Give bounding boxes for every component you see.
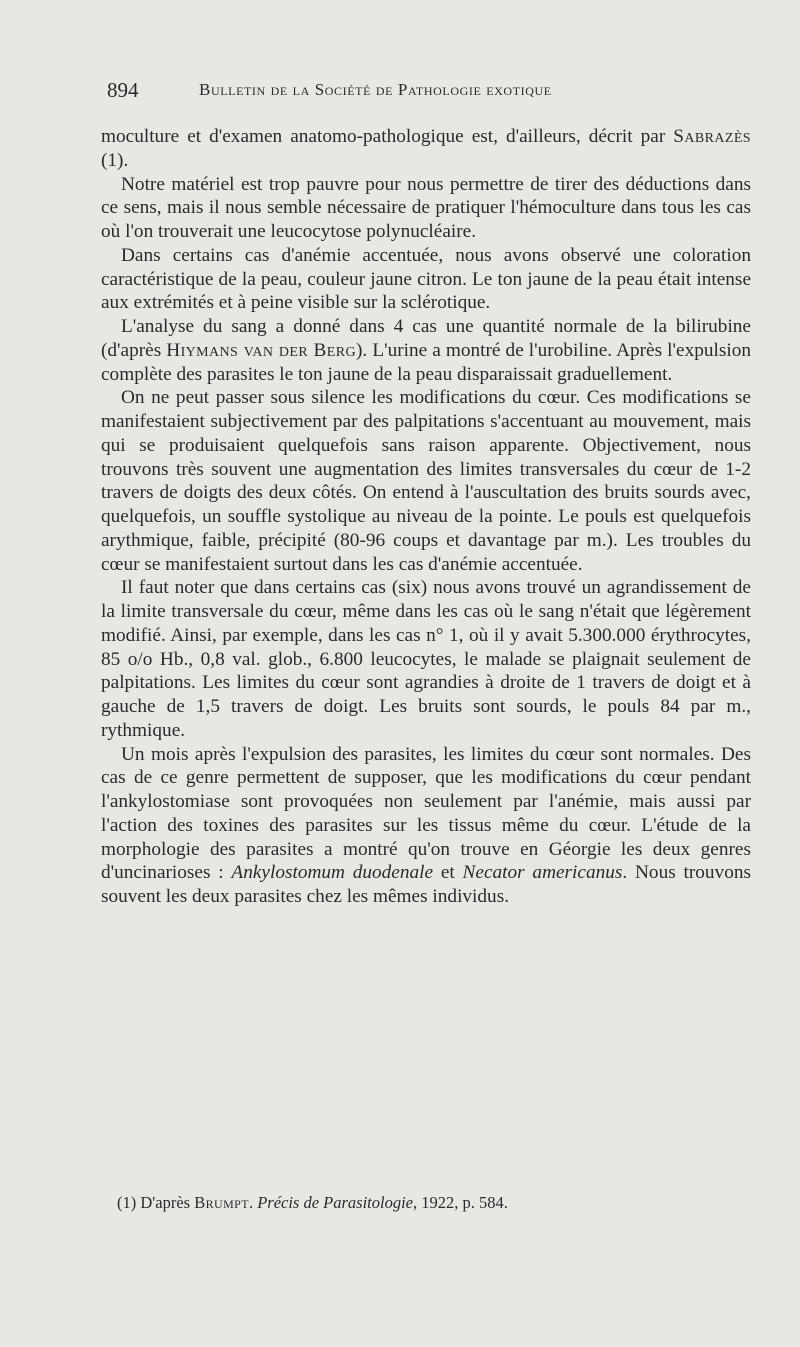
- footnote-text-c: , 1922, p. 584.: [413, 1193, 508, 1212]
- species-name: Ankylostomum duodenale: [231, 862, 434, 884]
- paragraph-7: [101, 743, 751, 909]
- footnote-text-b: .: [248, 1193, 258, 1212]
- author-name: Hiymans van der Berg: [166, 339, 357, 361]
- paragraph-6: Il faut noter que dans certains cas (six) nous avons trouvé un agrandissement de la limite transversale du cœur, même dans les cas où le sang n'était que légèrement modifié. Ainsi, par exemple, dans les cas n° 1, où il y avait 5.300.000 érythrocytes, 85 o/o Hb., 0,8 val. glob., 6.800 leucocytes, le malade se plaignait seulement de palpitations. Les limites du cœur sont agrandies à droite de 1 travers de doigt et à gauche de 1,5 travers de doigt. Les bruits sont sourds, le pouls 84 par m., rythmique.: [101, 577, 751, 741]
- paragraph-4-text-b: ). L'urine a montré de l'urobiline. Après l'expulsion complète des parasites le ton jaune de la peau disparaissait graduellement.: [101, 339, 751, 385]
- species-name: Necator americanus: [462, 862, 623, 884]
- paragraph-5: On ne peut passer sous silence les modifications du cœur. Ces modifications se manifestaient subjectivement par des palpitations s'accentuant au mouvement, mais qui se produisaient quelquefois sans raison apparente. Objectivement, nous trouvons très souvent une augmentation des limites transversales du cœur de 1-2 travers de doigts des deux côtés. On entend à l'auscultation des bruits sourds avec, quelquefois, un souffle systolique au niveau de la pointe. Le pouls est quelquefois arythmique, faible, précipité (80-96 coups et davantage par m.). Les troubles du cœur se manifestaient surtout dans les cas d'anémie accentuée.: [101, 387, 751, 575]
- footnote: [117, 1193, 747, 1213]
- page-number: 894: [107, 78, 139, 102]
- paragraph-4: [101, 315, 751, 386]
- body-text: [101, 125, 751, 909]
- footnote-book-title: Précis de Parasitologie: [257, 1193, 414, 1212]
- footnote-author: Brumpt: [194, 1193, 249, 1212]
- paragraph-1: [101, 125, 751, 173]
- paragraph-4-text-a: L'analyse du sang a donné dans 4 cas une quantité normale de la bilirubine (d'après: [101, 316, 751, 361]
- running-title: Bulletin de la Société de Pathologie exotique: [199, 80, 552, 99]
- author-name: Sabrazès: [673, 126, 751, 147]
- paragraph-3: Dans certains cas d'anémie accentuée, nous avons observé une coloration caractéristique de la peau, couleur jaune citron. Le ton jaune de la peau était intense aux extrémités et à peine visible sur la sclérotique.: [101, 244, 751, 314]
- paragraph-7-text-a: Un mois après l'expulsion des parasites, les limites du cœur sont normales. Des cas de ce genre permettent de supposer, que les modifications du cœur pendant l'ankylostomiase sont provoquées non seulement par l'anémie, mais aussi par l'action des toxines des parasites sur les tissus même du cœur. L'étude de la morphologie des parasites a montré qu'on trouve en Géorgie les deux genres d'uncinarioses :: [101, 743, 751, 884]
- paragraph-1-text-a: moculture et d'examen anatomo-pathologique est, d'ailleurs, décrit par: [101, 126, 674, 147]
- paragraph-1-text-b: (1).: [101, 149, 129, 171]
- paragraph-2: Notre matériel est trop pauvre pour nous permettre de tirer des déductions dans ce sens, mais il nous semble nécessaire de pratiquer l'hémoculture dans tous les cas où l'on trouverait une leucocytose polynucléaire.: [101, 173, 751, 242]
- footnote-text-a: (1) D'après: [117, 1193, 195, 1212]
- paragraph-7-text-mid: et: [433, 862, 463, 884]
- paragraph-7-text-b: . Nous trouvons souvent les deux parasites chez les mêmes individus.: [101, 862, 751, 907]
- page-header: [107, 76, 745, 110]
